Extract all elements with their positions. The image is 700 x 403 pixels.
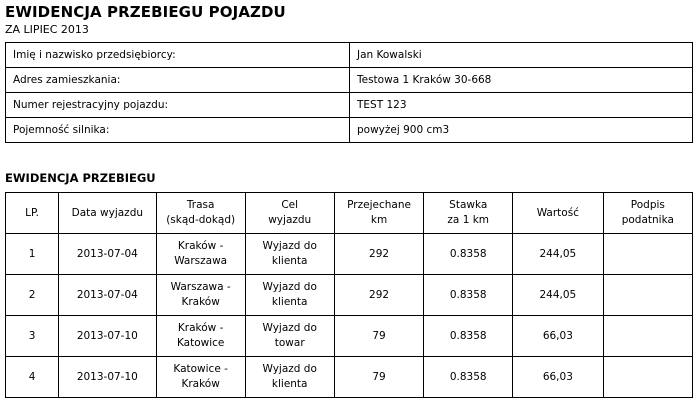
column-header-purpose — [245, 193, 334, 234]
cell-lp: 1 — [6, 234, 59, 275]
cell-purpose — [245, 234, 334, 275]
column-header-km — [334, 193, 424, 234]
header-line: wyjazdu — [268, 214, 312, 226]
cell-signature — [603, 275, 692, 316]
column-header-rate — [424, 193, 513, 234]
table-row — [6, 275, 693, 316]
header-line: (skąd-dokąd) — [166, 214, 236, 226]
column-header-signature — [603, 193, 692, 234]
info-value: TEST 123 — [350, 93, 693, 118]
cell-km: 79 — [334, 357, 424, 398]
column-header-value: Wartość — [513, 193, 604, 234]
info-label: Pojemność silnika: — [6, 118, 350, 143]
cell-line: Wyjazd do — [262, 281, 317, 293]
info-label: Numer rejestracyjny pojazdu: — [6, 93, 350, 118]
section-title: EWIDENCJA PRZEBIEGU — [5, 171, 156, 185]
cell-line: Wyjazd do — [262, 322, 317, 334]
cell-line: Kraków — [181, 296, 220, 308]
cell-line: Katowice - — [173, 363, 228, 375]
info-label: Imię i nazwisko przedsiębiorcy: — [6, 43, 350, 68]
mileage-log-table — [5, 192, 693, 398]
cell-rate: 0.8358 — [424, 357, 513, 398]
cell-purpose — [245, 316, 334, 357]
info-value: Jan Kowalski — [350, 43, 693, 68]
cell-value: 66,03 — [513, 357, 604, 398]
page-subtitle: ZA LIPIEC 2013 — [5, 23, 89, 36]
cell-purpose — [245, 275, 334, 316]
info-row-address — [6, 68, 693, 93]
cell-route — [156, 275, 245, 316]
header-line: km — [370, 214, 388, 226]
cell-route — [156, 234, 245, 275]
cell-value: 66,03 — [513, 316, 604, 357]
column-header-lp: LP. — [6, 193, 59, 234]
cell-line: klienta — [271, 255, 308, 267]
table-row — [6, 357, 693, 398]
cell-rate: 0.8358 — [424, 234, 513, 275]
cell-signature — [603, 316, 692, 357]
info-row-engine — [6, 118, 693, 143]
header-line: Podpis — [630, 199, 665, 211]
cell-lp: 2 — [6, 275, 59, 316]
column-header-date: Data wyjazdu — [59, 193, 156, 234]
header-line: Trasa — [186, 199, 215, 211]
cell-route — [156, 316, 245, 357]
cell-lp: 4 — [6, 357, 59, 398]
cell-line: Kraków — [181, 378, 220, 390]
column-header-route — [156, 193, 245, 234]
vehicle-info-table — [5, 42, 693, 143]
cell-line: Warszawa - — [170, 281, 231, 293]
cell-purpose — [245, 357, 334, 398]
cell-date: 2013-07-10 — [59, 357, 156, 398]
cell-line: Kraków - — [177, 240, 224, 252]
info-value: Testowa 1 Kraków 30-668 — [350, 68, 693, 93]
cell-date: 2013-07-04 — [59, 275, 156, 316]
cell-signature — [603, 357, 692, 398]
info-value: powyżej 900 cm3 — [350, 118, 693, 143]
header-line: za 1 km — [447, 214, 490, 226]
info-row-registration — [6, 93, 693, 118]
cell-date: 2013-07-10 — [59, 316, 156, 357]
cell-rate: 0.8358 — [424, 316, 513, 357]
cell-line: Wyjazd do — [262, 363, 317, 375]
cell-lp: 3 — [6, 316, 59, 357]
cell-line: Katowice — [176, 337, 225, 349]
cell-value: 244,05 — [513, 234, 604, 275]
page-title: EWIDENCJA PRZEBIEGU POJAZDU — [5, 3, 286, 21]
cell-line: Kraków - — [177, 322, 224, 334]
cell-line: Wyjazd do — [262, 240, 317, 252]
cell-km: 292 — [334, 275, 424, 316]
cell-signature — [603, 234, 692, 275]
cell-km: 79 — [334, 316, 424, 357]
header-line: Przejechane — [347, 199, 411, 211]
table-row — [6, 316, 693, 357]
cell-date: 2013-07-04 — [59, 234, 156, 275]
info-label: Adres zamieszkania: — [6, 68, 350, 93]
cell-route — [156, 357, 245, 398]
cell-line: towar — [274, 337, 305, 349]
cell-line: klienta — [271, 378, 308, 390]
cell-km: 292 — [334, 234, 424, 275]
cell-value: 244,05 — [513, 275, 604, 316]
cell-line: Warszawa — [174, 255, 228, 267]
cell-rate: 0.8358 — [424, 275, 513, 316]
header-line: Stawka — [449, 199, 488, 211]
table-row — [6, 234, 693, 275]
info-row-owner — [6, 43, 693, 68]
cell-line: klienta — [271, 296, 308, 308]
header-line: Cel — [281, 199, 299, 211]
header-line: podatnika — [621, 214, 674, 226]
table-header-row — [6, 193, 693, 234]
